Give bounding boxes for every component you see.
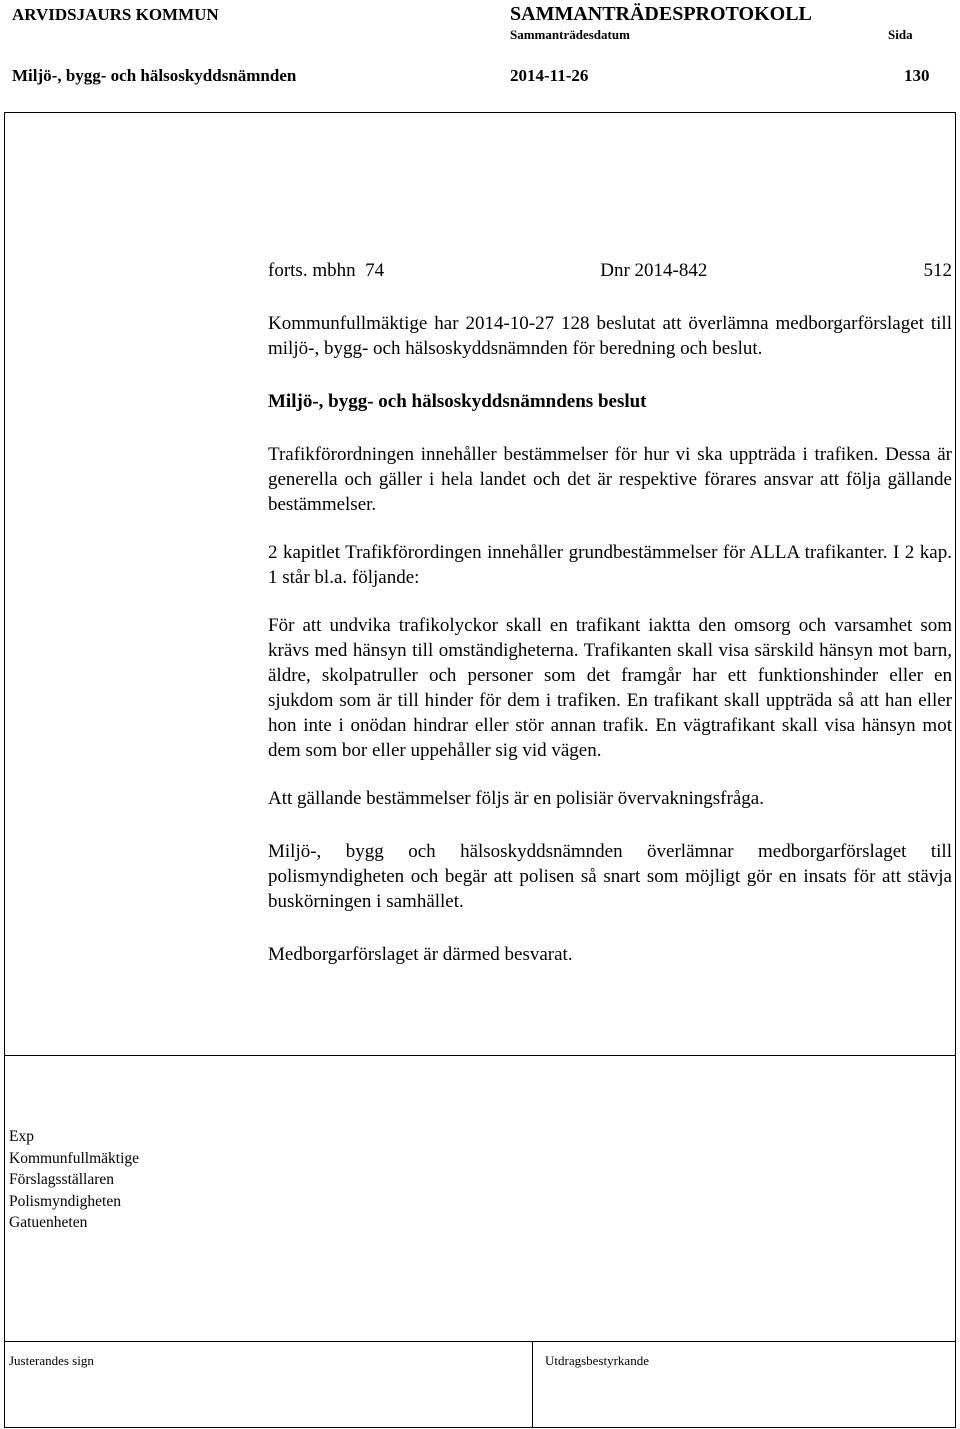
organization-name: ARVIDSJAURS KOMMUN	[12, 5, 219, 24]
footer-divider-top	[4, 1341, 956, 1342]
case-reference-row	[268, 258, 952, 283]
footer-right-edge	[955, 1341, 956, 1427]
decision-heading: Miljö-, bygg- och hälsoskyddsnämndens beslut	[268, 391, 647, 412]
distribution-recipient: Polismyndigheten	[9, 1192, 121, 1210]
paragraph-answered: Medborgarförslaget är därmed besvarat.	[268, 944, 573, 965]
paragraph-decision: Miljö-, bygg och hälsoskyddsnämnden överlämnar medborgarförslaget till polismyndigheten och begär att polisen så snart som möjligt gör en insats för att stävja buskörningen i samhället.	[268, 841, 952, 912]
page-label: Sida	[888, 27, 913, 42]
distribution-recipient: Kommunfullmäktige	[9, 1149, 140, 1167]
minutes-body	[268, 258, 952, 967]
paragraph-quote: För att undvika trafikolyckor skall en trafikant iaktta den omsorg och varsamhet som krävs med hänsyn till omständigheterna. Trafikanten skall visa särskild hänsyn mot barn, äldre, skolpatruller och personer som det framgår har ett funktionshinder eller en sjukdom som är till hinder för dem i trafiken. En trafikant skall uppträda så att han eller hon inte i onödan hindrar eller stör annan trafik. En vägtrafikant skall visa hänsyn mot dem som bor eller uppehåller sig vid vägen.	[268, 615, 952, 761]
distribution-recipient: Gatuenheten	[9, 1214, 88, 1231]
board-name: Miljö-, bygg- och hälsoskyddsnämnden	[12, 66, 297, 85]
document-type-title: SAMMANTRÄDESPROTOKOLL	[510, 3, 812, 25]
meeting-date: 2014-11-26	[510, 66, 589, 85]
footer-left-edge	[4, 1341, 5, 1427]
section-divider	[4, 1055, 956, 1056]
extract-label: Utdragsbestyrkande	[545, 1353, 649, 1368]
case-code: 512	[923, 260, 952, 281]
meeting-date-label: Sammanträdesdatum	[510, 27, 630, 42]
footer-divider-bottom	[4, 1427, 956, 1428]
intro-paragraph: Kommunfullmäktige har 2014-10-27 128 beslutat att överlämna medborgarförslaget till miljö-, bygg- och hälsoskyddsnämnden för beredning och beslut.	[268, 313, 952, 359]
paragraph-chapter-2: 2 kapitlet Trafikförordingen innehåller grundbestämmelser för ALLA trafikanter. I 2 kap. 1 står bl.a. följande:	[268, 542, 952, 588]
distribution-list	[9, 1126, 139, 1234]
page-number: 130	[904, 66, 930, 85]
distribution-label: Exp	[9, 1128, 34, 1145]
distribution-recipient: Förslagsställaren	[9, 1171, 115, 1188]
paragraph-traffic-ordinance: Trafikförordningen innehåller bestämmelser för hur vi ska uppträda i trafiken. Dessa är generella och gäller i hela landet och det är respektive förares ansvar att följa gällande bestämmelser.	[268, 444, 952, 515]
footer-column-divider	[532, 1341, 533, 1427]
case-reference: forts. mbhn 74	[268, 260, 385, 281]
paragraph-police-matter: Att gällande bestämmelser följs är en polisiär övervakningsfråga.	[268, 788, 764, 809]
signer-label: Justerandes sign	[9, 1353, 94, 1368]
case-dnr: Dnr 2014-842	[600, 260, 708, 281]
